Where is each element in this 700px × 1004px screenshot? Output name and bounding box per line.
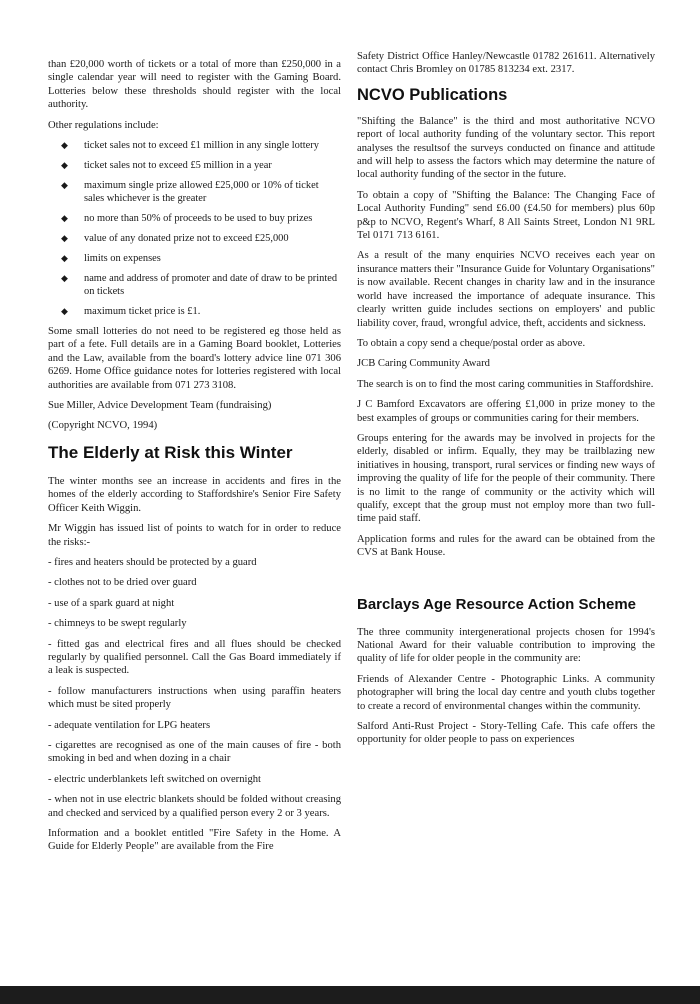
ncvo-paragraph: As a result of the many enquiries NCVO receives each year on insurance matters their "Insurance Guide for Voluntary Organisations" is now available. Recent changes in charity law and in the insurance world have increased the importance of adequate insurance. This clearly written guide includes sections on employers' and public liability cover, fraud, wrongful advice, theft, accidents and sickness. [357,250,655,329]
copyright-note: (Copyright NCVO, 1994) [48,420,158,432]
regulation-item: ◆ ticket sales not to exceed £1 million in any single lottery [61,140,319,152]
left-column [48,58,341,861]
elderly-heading: The Elderly at Risk this Winter [48,442,293,462]
diamond-bullet-icon: ◆ [61,180,68,191]
section-spacer [357,567,655,595]
ncvo-paragraph: "Shifting the Balance" is the third and most authoritative NCVO report of local authority funding of the voluntary sector. This report analyses the resultsof the surveys conducted on finance and attitude and will help to assess the factors which may determine the nature of local authority funding of the sector in the future. [357,115,655,181]
regulations-intro: Other regulations include: [48,119,159,131]
risk-item: - chimneys to be swept regularly [48,618,187,630]
barclays-paragraph: The three community intergenerational projects chosen for 1994's National Award for their valuable contribution to improving the quality of life for older people in the community are: [357,626,655,665]
barclays-paragraph: Friends of Alexander Centre - Photographic Links. A community photographer will bring the local day centre and youth clubs together to create a record of environmental changes within the community. [357,673,655,712]
barclays-heading: Barclays Age Resource Action Scheme [357,595,637,613]
diamond-bullet-icon: ◆ [61,213,68,224]
fire-office-continuation: Safety District Office Hanley/Newcastle 01782 261611. Alternatively contact Chris Bromley on 01785 813234 ext. 2317. [357,51,655,76]
diamond-bullet-icon: ◆ [61,306,68,317]
risk-item: - fitted gas and electrical fires and all flues should be checked regularly by qualified personnel. Call the Gas Board immediately if a leak is suspected. [48,638,341,677]
right-column [357,50,655,754]
ncvo-paragraph: To obtain a copy send a cheque/postal order as above. [357,337,586,349]
jcb-paragraph: Groups entering for the awards may be involved in projects for the elderly, disabled or infirm. Equally, they may be trailblazing new initiatives in housing, transport, rural services or finding new ways of improving the quality of life for the people of their community. There is no limit to the range of community or the activity which will qualify, except that the group must not employ more than two full-time paid staff. [357,432,655,525]
regulations-list [48,139,341,318]
barclays-paragraph: Salford Anti-Rust Project - Story-Telling Cafe. This cafe offers the opportunity for older people to pass on experiences [357,721,655,746]
regulation-item: ◆ maximum single prize allowed £25,000 or 10% of ticket sales whichever is the greater [61,180,319,205]
jcb-award-title: JCB Caring Community Award [357,358,490,370]
risk-item: - cigarettes are recognised as one of the main causes of fire - both smoking in bed and when dozing in a chair [48,739,341,765]
small-lotteries-text: Some small lotteries do not need to be registered eg those held as part of a fete. Full details are in a Gaming Board booklet, Lotteries and the Law, available from the board's lottery advice line 071 306 6269. Home Office guidance notes for lotteries registered with local authorities are available from 071 273 3108. [48,326,341,391]
risk-item: - follow manufacturers instructions when using paraffin heaters which must be sited properly [48,685,341,711]
diamond-bullet-icon: ◆ [61,273,68,284]
diamond-bullet-icon: ◆ [61,160,68,171]
regulation-item: ◆ no more than 50% of proceeds to be used to buy prizes [61,213,313,225]
risk-item: - use of a spark guard at night [48,597,175,609]
diamond-bullet-icon: ◆ [61,233,68,244]
risk-item: - adequate ventilation for LPG heaters [48,719,211,731]
lottery-intro: than £20,000 worth of tickets or a total of more than £250,000 in a single calendar year will need to register with the Gaming Board. Lotteries below these thresholds should register with the local authority. [48,59,341,111]
regulation-item: ◆ limits on expenses [61,253,161,265]
risk-item: - fires and heaters should be protected by a guard [48,556,257,568]
jcb-paragraph: J C Bamford Excavators are offering £1,000 in prize money to the best examples of groups or communities caring for their members. [357,399,655,424]
author-credit: Sue Miller, Advice Development Team (fundraising) [48,400,272,412]
regulation-item: ◆ value of any donated prize not to exceed £25,000 [61,233,289,245]
elderly-intro: The winter months see an increase in accidents and fires in the homes of the elderly according to Staffordshire's Senior Fire Safety Officer Keith Wiggin. [48,475,341,514]
risk-item: - clothes not to be dried over guard [48,577,197,589]
regulation-item: ◆ ticket sales not to exceed £5 million in a year [61,160,272,172]
ncvo-publications-heading: NCVO Publications [357,85,508,104]
regulation-item: ◆ name and address of promoter and date of draw to be printed on tickets [61,273,338,298]
info-booklet-text: Information and a booklet entitled "Fire Safety in the Home. A Guide for Elderly People" are available from the Fire [48,828,341,853]
jcb-paragraph: Application forms and rules for the award can be obtained from the CVS at Bank House. [357,533,655,559]
risk-item: - electric underblankets left switched on overnight [48,773,261,785]
elderly-points-intro: Mr Wiggin has issued list of points to watch for in order to reduce the risks:- [48,523,341,548]
jcb-paragraph: The search is on to find the most caring communities in Staffordshire. [357,378,654,390]
scan-bottom-edge [0,986,700,1004]
diamond-bullet-icon: ◆ [61,253,68,264]
regulation-item: ◆ maximum ticket price is £1. [61,306,201,318]
diamond-bullet-icon: ◆ [61,140,68,151]
risk-item: - when not in use electric blankets should be folded without creasing and checked and serviced by a qualified person every 2 or 3 years. [48,794,341,819]
ncvo-paragraph: To obtain a copy of "Shifting the Balance: The Changing Face of Local Authority Funding" send £6.00 (£4.50 for members) plus 60p p&p to NCVO, Regent's Wharf, 8 All Saints Street, London N1 9RL Tel 0171 713 6161. [357,189,655,242]
